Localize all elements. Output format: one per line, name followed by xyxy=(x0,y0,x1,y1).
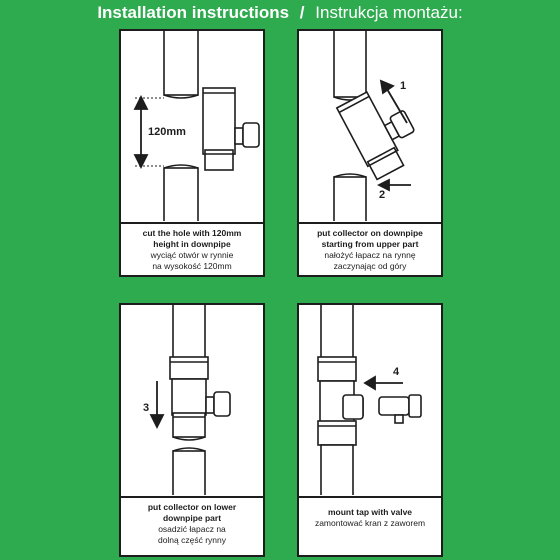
tap-body xyxy=(379,397,409,415)
caption-pl-line-1: osadzić łapacz na xyxy=(158,524,226,534)
title-english: Installation instructions xyxy=(97,3,290,22)
put-collector-upper-illustration xyxy=(299,31,441,221)
caption-pl-line-2: zaczynając od góry xyxy=(333,261,407,271)
caption-en-line-1: cut the hole with 120mm xyxy=(142,228,242,238)
tap-valve xyxy=(409,395,421,417)
mount-tap-illustration xyxy=(299,305,441,495)
lower-pipe xyxy=(164,168,198,221)
caption-pl-line-1: nałożyć łapacz na rynnę xyxy=(324,250,416,260)
collector-cap xyxy=(343,395,363,419)
page-title xyxy=(0,2,560,24)
collector-top-sleeve xyxy=(170,357,208,379)
arrow-up-left-icon xyxy=(381,81,393,93)
caption-en-line-1: mount tap with valve xyxy=(327,507,413,517)
caption-pl-line-2: na wysokość 120mm xyxy=(152,261,232,271)
caption-pl-line-2: dolną część rynny xyxy=(157,535,227,545)
caption-pl-line-1: zamontować kran z zaworem xyxy=(314,518,426,528)
arrow-down-icon xyxy=(151,415,163,427)
tap-spout xyxy=(395,415,403,423)
arrow-left-icon xyxy=(365,377,375,389)
lower-pipe xyxy=(321,445,353,495)
step-panel-mount-tap xyxy=(297,303,443,557)
caption-en-line-1: put collector on lower xyxy=(147,502,237,512)
collector-outlet xyxy=(206,397,214,413)
caption-en-line-2: downpipe part xyxy=(162,513,222,523)
collector-outlet xyxy=(235,128,243,144)
title-polish: Instrukcja montażu: xyxy=(315,3,463,22)
upper-pipe xyxy=(334,31,366,97)
collector-top-sleeve xyxy=(318,357,356,381)
step-panel-cut-hole xyxy=(119,29,265,277)
collector-cap xyxy=(243,123,259,147)
collector-cap xyxy=(214,392,230,416)
caption-pl-line-1: wyciąć otwór w rynnie xyxy=(150,250,234,260)
title-separator: / xyxy=(299,3,305,22)
panel-divider xyxy=(299,222,441,224)
upper-pipe xyxy=(321,305,353,361)
caption-put-collector-lower xyxy=(121,502,263,546)
step-number-4: 4 xyxy=(393,366,400,378)
collector-body xyxy=(172,379,206,415)
panel-divider xyxy=(299,496,441,498)
caption-en-line-2: starting from upper part xyxy=(321,239,419,249)
collector-bottom-sleeve xyxy=(318,421,356,445)
panel-divider xyxy=(121,496,263,498)
collector-body xyxy=(203,88,235,154)
collector-sleeve xyxy=(205,150,233,170)
panel-divider xyxy=(121,222,263,224)
lower-pipe xyxy=(173,451,205,495)
step-number-1: 1 xyxy=(400,80,407,92)
dimension-arrow-up-icon xyxy=(135,97,147,109)
cut-hole-illustration xyxy=(121,31,263,221)
step-panel-put-collector-upper xyxy=(297,29,443,277)
lower-pipe xyxy=(334,177,366,221)
dimension-arrow-down-icon xyxy=(135,155,147,167)
step-number-2: 2 xyxy=(379,189,386,201)
caption-en-line-2: height in downpipe xyxy=(153,239,231,249)
put-collector-lower-illustration xyxy=(121,305,263,495)
caption-cut-hole xyxy=(121,228,263,272)
dimension-label: 120mm xyxy=(148,126,186,138)
upper-pipe xyxy=(173,305,205,361)
caption-en-line-1: put collector on downpipe xyxy=(317,228,423,238)
caption-mount-tap xyxy=(299,507,441,529)
upper-pipe xyxy=(164,31,198,95)
step-panel-put-collector-lower xyxy=(119,303,265,557)
caption-put-collector-upper xyxy=(299,228,441,272)
step-number-3: 3 xyxy=(143,402,150,414)
